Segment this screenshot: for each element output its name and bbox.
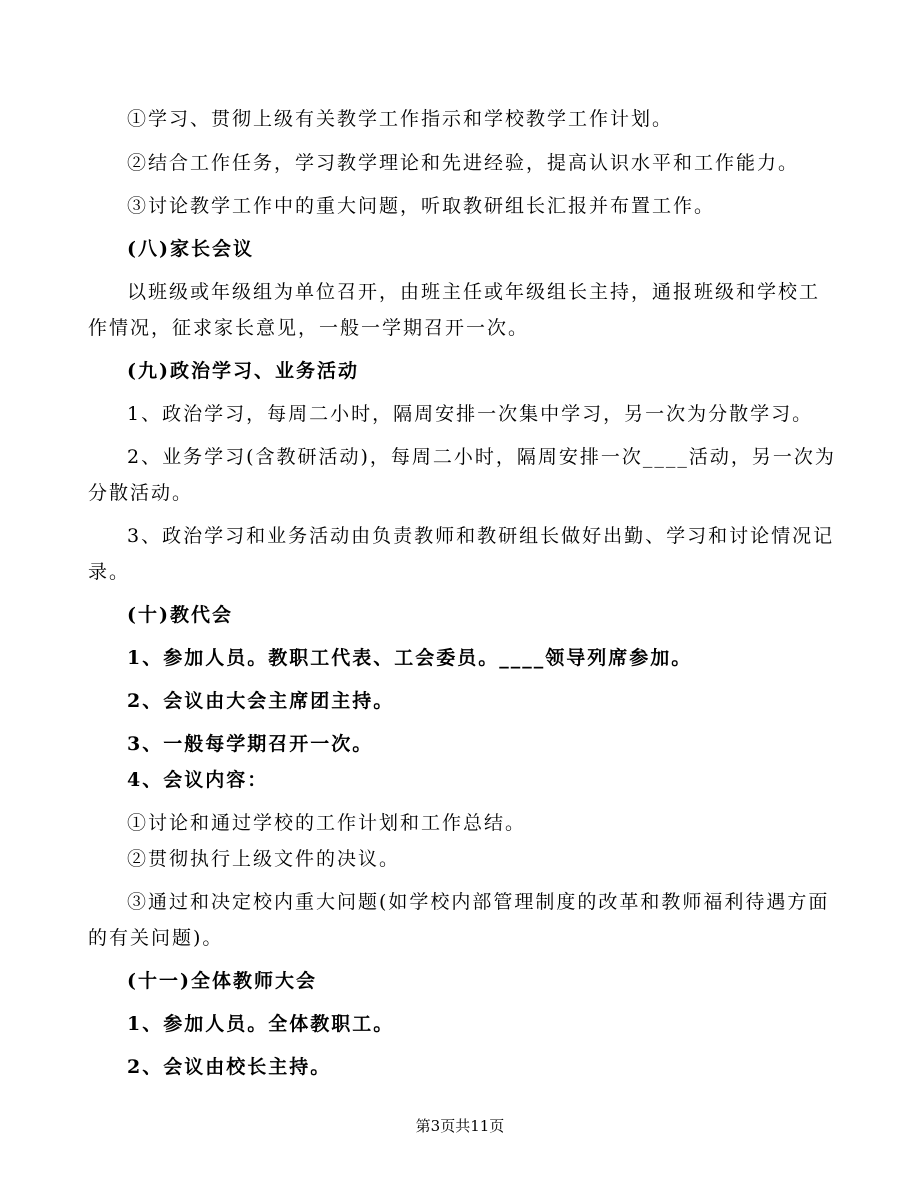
- text-line: 录。: [88, 561, 131, 583]
- text-line: 以班级或年级组为单位召开，由班主任或年级组长主持，通报班级和学校工: [127, 281, 821, 303]
- text-line: 2、会议由大会主席团主持。: [127, 690, 395, 712]
- text-line: ③通过和决定校内重大问题(如学校内部管理制度的改革和教师福利待遇方面: [127, 891, 830, 913]
- text-line: 3、一般每学期召开一次。: [127, 733, 374, 755]
- text-line: 1、参加人员。全体教职工。: [127, 1013, 395, 1035]
- text-line: 2、会议由校长主持。: [127, 1056, 332, 1078]
- text-line: ①讨论和通过学校的工作计划和工作总结。: [127, 812, 527, 834]
- section-heading: (十)教代会: [127, 604, 233, 626]
- section-heading: (八)家长会议: [127, 238, 254, 260]
- text-line: ①学习、贯彻上级有关教学工作指示和学校教学工作计划。: [127, 108, 674, 130]
- text-line: 作情况，征求家长意见，一般一学期召开一次。: [88, 317, 530, 339]
- text-line: 1、参加人员。教职工代表、工会委员。____领导列席参加。: [127, 647, 693, 669]
- text-line: ③讨论教学工作中的重大问题，听取教研组长汇报并布置工作。: [127, 195, 716, 217]
- page-number: 第3页共11页: [415, 1117, 505, 1135]
- text-line: 2、业务学习(含教研活动)，每周二小时，隔周安排一次____活动，另一次为: [127, 446, 836, 468]
- text-line: ②结合工作任务，学习教学理论和先进经验，提高认识水平和工作能力。: [127, 152, 800, 174]
- text-line: ②贯彻执行上级文件的决议。: [127, 848, 401, 870]
- section-heading: (九)政治学习、业务活动: [127, 360, 359, 382]
- text-line: 1、政治学习，每周二小时，隔周安排一次集中学习，另一次为分散学习。: [127, 403, 814, 425]
- section-heading: (十一)全体教师大会: [127, 970, 317, 992]
- text-line: 的有关问题)。: [88, 927, 224, 949]
- text-line: 3、政治学习和业务活动由负责教师和教研组长做好出勤、学习和讨论情况记: [127, 525, 835, 547]
- text-line: 4、会议内容：: [127, 769, 269, 791]
- text-line: 分散活动。: [88, 482, 194, 504]
